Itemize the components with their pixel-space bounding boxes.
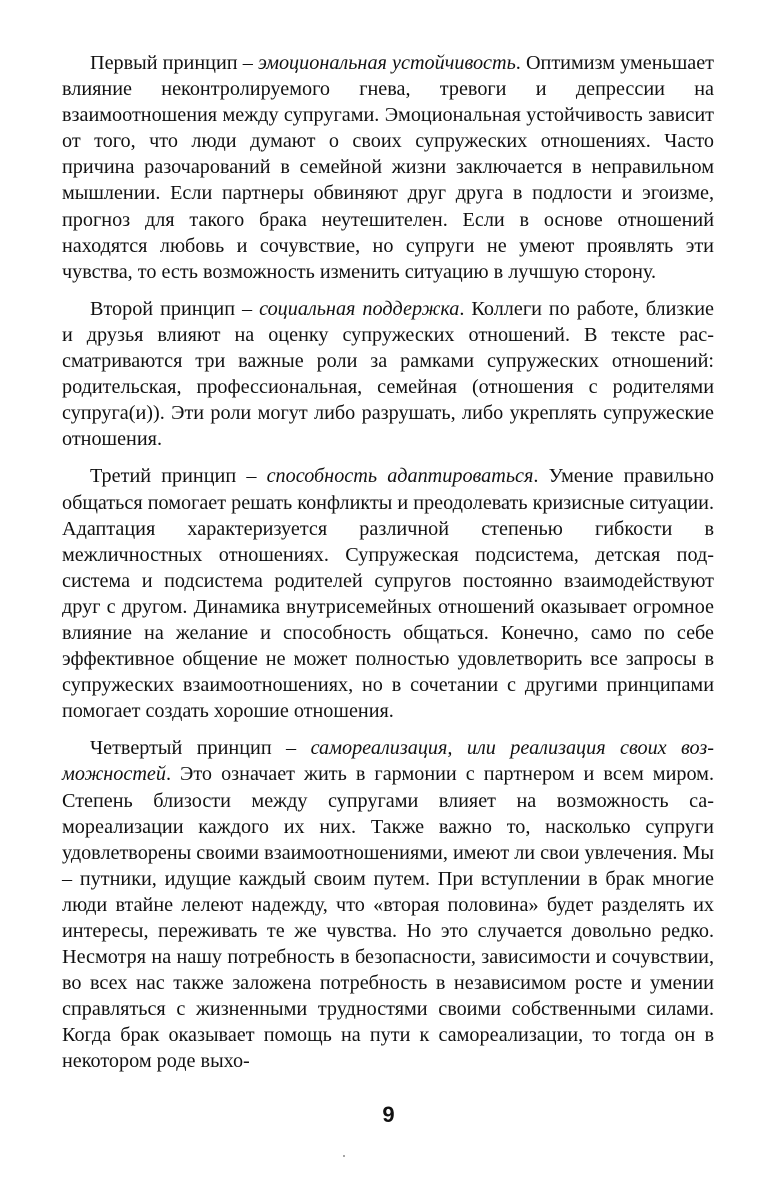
scan-speck xyxy=(343,1155,345,1157)
paragraph-emphasis: социальная поддержка xyxy=(259,297,460,320)
paragraph-principle-2 xyxy=(62,296,714,453)
paragraph-lead: Второй принцип – xyxy=(90,297,260,320)
paragraph-body: . Коллеги по работе, близкие и друзья влияют на оценку супружеских отношений. В тексте рассматриваются три важные роли за рамками супружеских отношений: родительская, профессиональная, семейная (отношения с родителями супруга(и)). Эти роли могут либо разрушать, либо укреплять супружеские отношения. xyxy=(62,297,714,451)
paragraph-body: . Оптимизм уменьшает влияние неконтролируемого гнева, тревоги и депрессии на взаимоотношения между супругами. Эмоциональная устойчивость зависит от того, что люди думают о своих супружеских отношениях. Часто причина разочарований в семейной жизни заключается в неправильном мышлении. Если партнеры обвиняют друг друга в подлости и эгоизме, прогноз для такого брака неутешителен. Если в основе отношений находятся любовь и сочувствие, но супруги не умеют проявлять эти чувства, то есть возможность изменить ситуацию в лучшую сторону. xyxy=(62,52,714,283)
paragraph-principle-3 xyxy=(62,463,714,724)
paragraph-principle-1 xyxy=(62,50,714,285)
paragraph-body: . Умение правильно общаться помогает решать конфликты и преодолевать кризисные ситуации. Адаптация характеризуется различной степенью гибкости в межличностных отношениях. Супружеская подсистема, детская подсистема и подсистема родителей супругов постоянно взаимодействуют друг с другом. Динамика внутрисемейных отношений оказывает огромное влияние на желание и способность общаться. Конечно, само по себе эффективное общение не может полностью удовлетворить все запросы в супружеских взаимоотношениях, но в сочетании с другими принципами помогает создать хорошие отношения. xyxy=(62,465,714,723)
paragraph-principle-4 xyxy=(62,735,714,1074)
paragraph-lead: Четвертый принцип – xyxy=(90,737,311,760)
paragraph-lead: Первый принцип – xyxy=(90,52,258,74)
paragraph-emphasis: эмоциональная устойчивость xyxy=(257,52,516,74)
paragraph-emphasis: самореализация, или реализация своих возможностей xyxy=(62,737,714,786)
paragraph-body: . Это означает жить в гармонии с партнером и всем миром. Степень близости между супругами влияет на возможность самореализации каждого их них. Также важно то, насколько супруги удовлетворены своими взаимоотношениями, имеют ли свои увлечения. Мы – путники, идущие каждый своим путем. При вступлении в брак многие люди втайне лелеют надежду, что «вторая половина» будет разделять их интересы, переживать те же чувства. Но это случается довольно редко. Несмотря на нашу потребность в безопасности, зависимости и сочувствии, во всех нас также заложена потребность в независимом росте и умении справляться с жизненными трудностями своими собственными силами. Когда брак оказывает помощь на пути к самореализации, то тогда он в некотором роде выхо- xyxy=(62,763,714,1073)
page-number: 9 xyxy=(382,1102,395,1127)
page-body xyxy=(62,50,714,1086)
paragraph-lead: Третий принцип – xyxy=(90,465,267,488)
paragraph-emphasis: способность адаптироваться xyxy=(266,465,534,488)
